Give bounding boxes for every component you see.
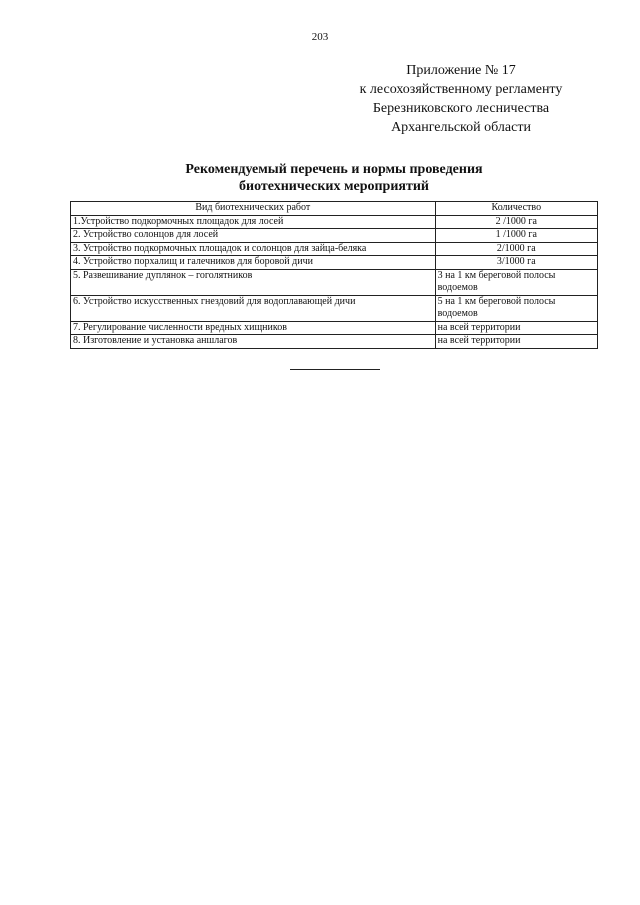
work-type-cell: 4. Устройство порхалищ и галечников для боровой дичи (71, 256, 436, 270)
work-type-cell: 2. Устройство солонцов для лосей (71, 229, 436, 243)
measures-table (70, 201, 598, 349)
quantity-cell: 2/1000 га (435, 242, 597, 256)
quantity-cell: 3/1000 га (435, 256, 597, 270)
appendix-line: Березниковского лесничества (372, 101, 550, 116)
end-rule (290, 369, 380, 370)
document-title (70, 161, 598, 195)
title-line: Рекомендуемый перечень и нормы проведения (185, 162, 483, 177)
table-header-row (71, 202, 598, 216)
table-row (71, 229, 598, 243)
column-header-work: Вид биотехнических работ (71, 202, 436, 216)
work-type-cell: 8. Изготовление и установка аншлагов (71, 335, 436, 349)
quantity-cell: на всей территории (435, 335, 597, 349)
appendix-line: Приложение № 17 (406, 63, 516, 78)
table-body (71, 215, 598, 348)
quantity-cell: 5 на 1 км береговой полосы водоемов (435, 295, 597, 321)
quantity-cell: 3 на 1 км береговой полосы водоемов (435, 269, 597, 295)
title-line: биотехнических мероприятий (239, 179, 429, 194)
table-row (71, 256, 598, 270)
work-type-cell: 7. Регулирование численности вредных хищников (71, 321, 436, 335)
column-header-quantity: Количество (435, 202, 597, 216)
page-number: 203 (311, 31, 329, 43)
table-row (71, 335, 598, 349)
appendix-note (330, 61, 592, 137)
table-row (71, 242, 598, 256)
table-row (71, 215, 598, 229)
work-type-cell: 1.Устройство подкормочных площадок для лосей (71, 215, 436, 229)
table-row (71, 269, 598, 295)
table-row (71, 295, 598, 321)
table-row (71, 321, 598, 335)
appendix-line: Архангельской области (391, 120, 531, 135)
quantity-cell: на всей территории (435, 321, 597, 335)
work-type-cell: 6. Устройство искусственных гнездовий для водоплавающей дичи (71, 295, 436, 321)
work-type-cell: 5. Развешивание дуплянок – гоголятников (71, 269, 436, 295)
work-type-cell: 3. Устройство подкормочных площадок и солонцов для зайца-беляка (71, 242, 436, 256)
quantity-cell: 2 /1000 га (435, 215, 597, 229)
quantity-cell: 1 /1000 га (435, 229, 597, 243)
appendix-line: к лесохозяйственному регламенту (359, 82, 563, 97)
